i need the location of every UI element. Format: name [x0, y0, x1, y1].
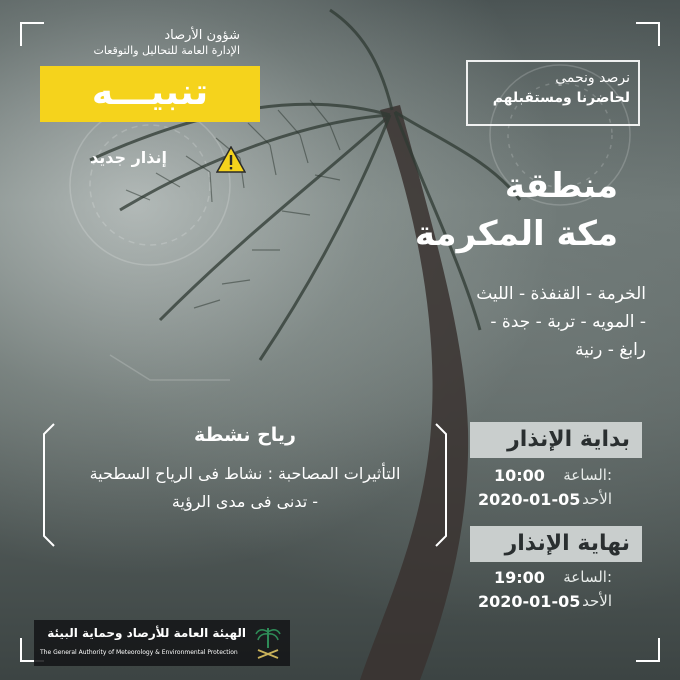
- end-time-label: الساعة:: [563, 568, 612, 586]
- region-areas-line-2: - المويه - تربة - جدة -: [490, 312, 646, 332]
- footer-name-en: The General Authority of Meteorology & Environmental Protection: [40, 649, 238, 656]
- end-date: 2020-01-05: [478, 592, 581, 611]
- region-areas-line-3: رابغ - رنية: [575, 340, 646, 360]
- org-line-1: شؤون الأرصاد: [164, 28, 240, 43]
- start-details: [470, 464, 642, 516]
- alert-subtitle: إنذار جديد: [90, 148, 168, 167]
- footer-name-ar: الهيئة العامة للأرصاد وحماية البيئة: [47, 626, 246, 640]
- start-date: 2020-01-05: [478, 490, 581, 509]
- frame-corner-bottom-right: [636, 638, 660, 662]
- org-header: [40, 28, 240, 57]
- phenomenon-effects: [60, 460, 430, 516]
- footer-logo-bar: [34, 620, 290, 666]
- end-day-label: الأحد: [582, 592, 612, 610]
- authority-logo-icon: [250, 624, 286, 662]
- end-time: 19:00: [494, 568, 545, 587]
- org-line-2: الإدارة العامة للتحاليل والتوقعات: [93, 44, 240, 57]
- frame-corner-top-right: [636, 22, 660, 46]
- start-day-label: الأحد: [582, 490, 612, 508]
- phenomenon-effects-line-1: التأثيرات المصاحبة : نشاط فى الرياح السطحية: [89, 464, 401, 483]
- warning-triangle-icon: [216, 146, 246, 173]
- new-warning-row: [90, 144, 260, 174]
- slogan-line-1: نرصد ونحمي: [555, 70, 630, 86]
- region-areas: [386, 280, 646, 364]
- alert-title: تنبيـــه: [40, 66, 260, 122]
- slogan-box: [466, 60, 640, 126]
- region-title-line-2: مكة المكرمة: [414, 214, 618, 254]
- region-block: [358, 162, 618, 258]
- phenomenon-box: [40, 420, 450, 550]
- phenomenon-title: رياح نشطة: [193, 424, 296, 446]
- start-time-label: الساعة:: [563, 466, 612, 484]
- end-details: [470, 566, 642, 618]
- slogan-line-2: لحاضرنا ومستقبلهم: [492, 90, 630, 106]
- phenomenon-effects-line-2: - تدنى فى مدى الرؤية: [171, 492, 319, 511]
- start-time: 10:00: [494, 466, 545, 485]
- region-title-line-1: منطقة: [504, 166, 618, 206]
- start-heading: بداية الإنذار: [470, 422, 642, 458]
- end-heading: نهاية الإنذار: [470, 526, 642, 562]
- region-areas-line-1: الخرمة - القنفذة - الليث: [476, 284, 646, 304]
